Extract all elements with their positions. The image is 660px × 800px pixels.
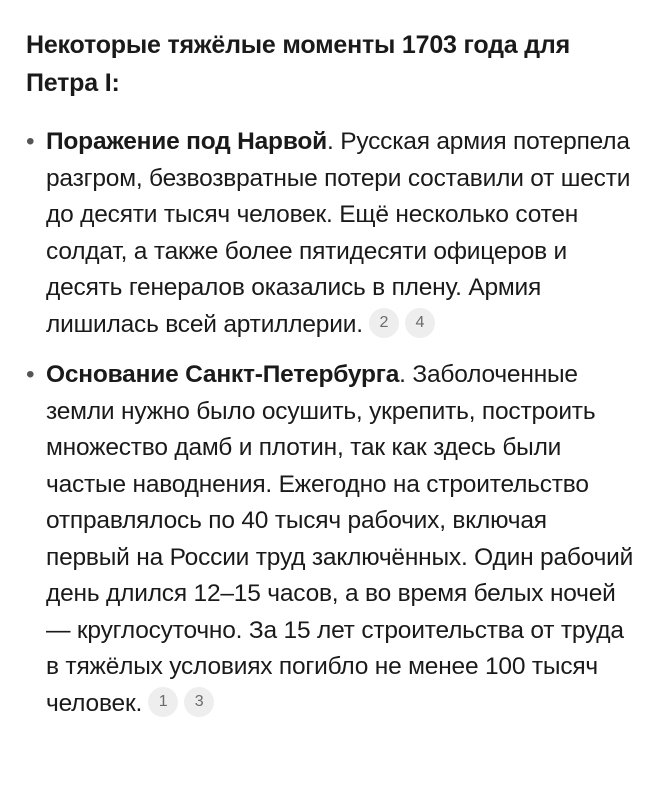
item-title: Основание Санкт-Петербурга <box>46 361 400 388</box>
item-text: . Русская армия потерпела разгром, безвозвратные потери составили от шести до десяти тысяч человек. Ещё несколько сотен солдат, а также более пятидесяти офицеров и десять генералов оказались в плену. Армия лишилась всей артиллерии. <box>46 128 631 338</box>
list-item-narva <box>26 124 636 343</box>
item-text: . Заболоченные земли нужно было осушить, укрепить, построить множество дамб и плотин, так как здесь были частые наводнения. Ежегодно на строительство отправлялось по 40 тысяч рабочих, включая первый на России труд заключённых. Один рабочий день длился 12–15 часов, а во время белых ночей — круглосуточно. За 15 лет строительства от труда в тяжёлых условиях погибло не менее 100 тысяч человек. <box>46 361 634 717</box>
source-ref-button[interactable]: 2 <box>369 308 399 338</box>
item-title: Поражение под Нарвой <box>46 128 327 155</box>
bullet-marker: • <box>26 361 35 388</box>
source-refs <box>369 308 435 338</box>
source-ref-button[interactable]: 1 <box>148 687 178 717</box>
source-refs <box>148 687 214 717</box>
source-ref-button[interactable]: 4 <box>405 308 435 338</box>
bullet-marker: • <box>26 128 35 155</box>
source-ref-button[interactable]: 3 <box>184 687 214 717</box>
moments-list <box>26 124 636 722</box>
list-item-spb <box>26 357 636 722</box>
answer-heading: Некоторые тяжёлые моменты 1703 года для Петра I: <box>26 31 570 97</box>
